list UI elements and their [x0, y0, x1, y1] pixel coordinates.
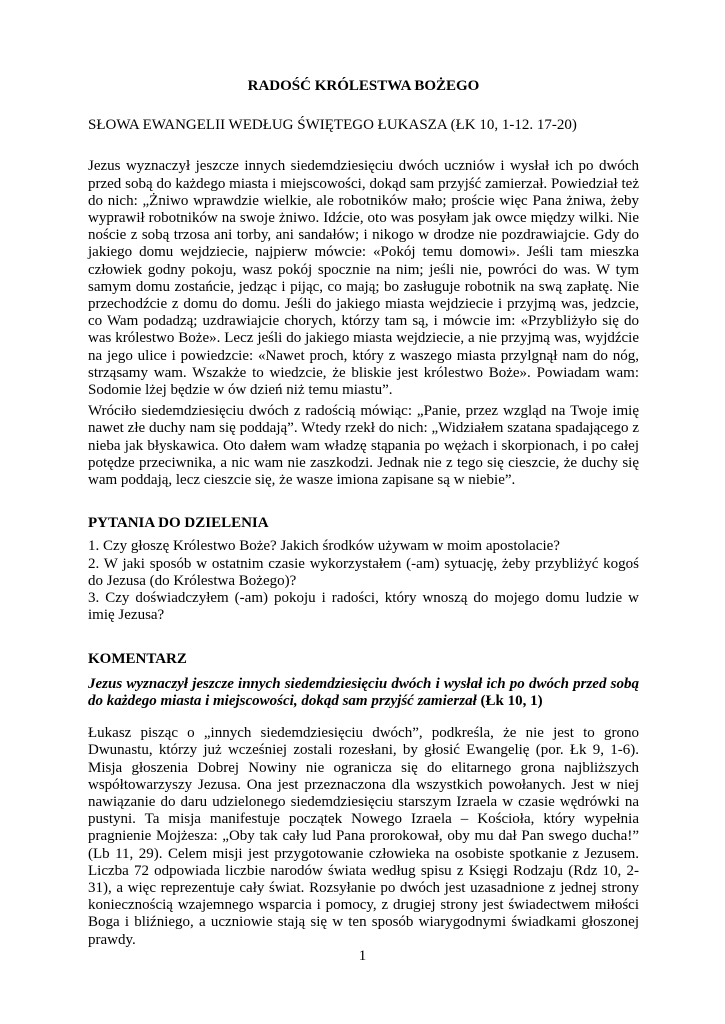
- document-title: RADOŚĆ KRÓLESTWA BOŻEGO: [247, 78, 480, 94]
- question-item: 1. Czy głoszę Królestwo Boże? Jakich środków używam w moim apostolacie?: [88, 538, 560, 555]
- comment-heading: KOMENTARZ: [88, 651, 187, 668]
- comment-lead-reference: (Łk 10, 1): [476, 692, 543, 709]
- questions-heading: PYTANIA DO DZIELENIA: [88, 515, 269, 532]
- comment-lead-quote: [88, 676, 639, 710]
- gospel-paragraph-1: Jezus wyznaczył jeszcze innych siedemdziesięciu dwóch uczniów i wysłał ich po dwóch przed sobą do każdego miasta i miejscowości, dokąd sam przyjść zamierzał. Powiedział też do nich: „Żniwo wprawdzie wielkie, ale robotników mało; proście więc Pana żniwa, żeby wyprawił robotników na swoje żniwo. Idźcie, oto was posyłam jak owce między wilki. Nie noście z sobą trzosa ani torby, ani sandałów; i nikogo w drodze nie pozdrawiajcie. Gdy do jakiego domu wejdziecie, najpierw mówcie: «Pokój temu domowi». Jeśli tam mieszka człowiek godny pokoju, wasz pokój spocznie na nim; jeśli nie, powróci do was. W tym samym domu zostańcie, jedząc i pijąc, co mają; bo zasługuje robotnik na swą zapłatę. Nie przechodźcie z domu do domu. Jeśli do jakiego miasta wejdziecie i przyjmą was, jedzcie, co Wam podadzą; uzdrawiajcie chorych, którzy tam są, i mówcie im: «Przybliżyło się do was królestwo Boże». Lecz jeśli do jakiego miasta wejdziecie, a nie przyjmą was, wyjdźcie na jego ulice i powiedzcie: «Nawet proch, który z waszego miasta przylgnął nam do nóg, strząsamy wam. Wszakże to wiedzcie, że bliskie jest królestwo Boże». Powiadam wam: Sodomie lżej będzie w ów dzień niż temu miastu”.: [88, 158, 639, 399]
- document-page: [88, 78, 639, 949]
- comment-lead-italic: Jezus wyznaczył jeszcze innych siedemdziesięciu dwóch i wysłał ich po dwóch przed sobą do każdego miasta i miejscowości, dokąd sam przyjść zamierzał: [88, 675, 639, 709]
- comment-paragraph: Łukasz pisząc o „innych siedemdziesięciu dwóch”, podkreśla, że nie jest to grono Dwunastu, którzy już wcześniej zostali rozesłani, by głosić Ewangelię (por. Łk 9, 1-6). Misja głoszenia Dobrej Nowiny nie ogranicza się do elitarnego grona najbliższych współtowarzyszy Jezusa. Ona jest przeznaczona dla wszystkich powołanych. Jest w niej nawiązanie do daru udzielonego siedemdziesięciu starszym Izraela w czasie wędrówki na pustyni. Ta misja manifestuje początek Nowego Izraela – Kościoła, który wypełnia pragnienie Mojżesza: „Oby tak cały lud Pana prorokował, oby mu dał Pan swego ducha!” (Lb 11, 29). Celem misji jest przygotowanie człowieka na osobiste spotkanie z Jezusem. Liczba 72 odpowiada liczbie narodów świata według spisu z Księgi Rodzaju (Rdz 10, 2-31), a więc reprezentuje cały świat. Rozsyłanie po dwóch jest uzasadnione z jednej strony koniecznością wzajemnego wsparcia i pomocy, z drugiej strony jest świadectwem miłości Boga i bliźniego, a uczniowie stają się w ten sposób wiarygodnymi świadkami głoszonej prawdy.: [88, 725, 639, 948]
- question-item: 2. W jaki sposób w ostatnim czasie wykorzystałem (-am) sytuację, żeby przybliżyć kogoś do Jezusa (do Królestwa Bożego)?: [88, 555, 639, 589]
- questions-list: [88, 538, 639, 624]
- gospel-paragraph-2: Wróciło siedemdziesięciu dwóch z radością mówiąc: „Panie, przez wzgląd na Twoje imię nawet złe duchy nam się poddają”. Wtedy rzekł do nich: „Widziałem szatana spadającego z nieba jak błyskawica. Oto dałem wam władzę stąpania po wężach i skorpionach, i po całej potędze przeciwnika, a nic wam nie zaszkodzi. Jednak nie z tego się cieszcie, że duchy się wam poddają, lecz cieszcie się, że wasze imiona zapisane są w niebie”.: [88, 403, 639, 489]
- question-item: 3. Czy doświadczyłem (-am) pokoju i radości, który wnoszą do mojego domu ludzie w imię Jezusa?: [88, 590, 639, 624]
- page-number: 1: [358, 948, 367, 964]
- gospel-reference-heading: SŁOWA EWANGELII WEDŁUG ŚWIĘTEGO ŁUKASZA (ŁK 10, 1-12. 17-20): [88, 117, 577, 134]
